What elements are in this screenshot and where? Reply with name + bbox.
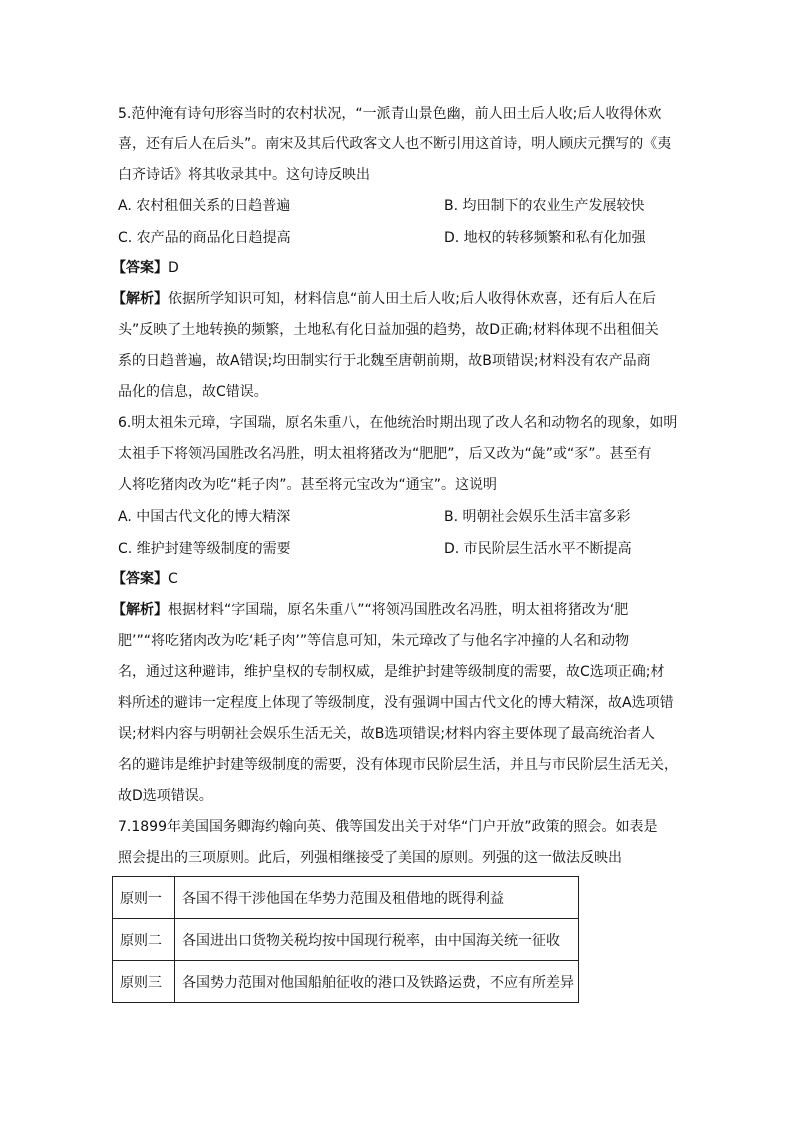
q7-stem-line-1: 7.1899年美国国务卿海约翰向英、俄等国发出关于对华“门户开放”政策的照会。如表是 <box>118 819 658 835</box>
q5-option-b: B. 均田制下的农业生产发展较快 <box>444 198 645 214</box>
table-row <box>113 877 579 919</box>
principle-name: 原则三 <box>113 961 175 1003</box>
q5-analysis-line-2: 头”反映了土地转换的频繁，土地私有化日益加强的趋势，故D正确;材料体现不出租佃关 <box>118 322 659 338</box>
q5-stem-line-2: 喜，还有后人在后头”。南宋及其后代政客文人也不断引用这首诗，明人顾庆元撰写的《夷 <box>118 136 672 152</box>
q5-analysis-line-4: 品化的信息，故C错误。 <box>118 384 268 400</box>
q6-analysis-line-5: 误;材料内容与明朝社会娱乐生活无关，故B选项错误;材料内容主要体现了最高统治者人 <box>118 726 656 742</box>
q6-analysis-line-2: 肥’”“将吃猪肉改为吃‘耗子肉’”等信息可知，朱元璋改了与他名字冲撞的人名和动物 <box>118 633 630 649</box>
q6-analysis-line-3: 名，通过这种避讳，维护皇权的专制权威，是维护封建等级制度的需要，故C选项正确;材 <box>118 664 665 680</box>
q6-analysis-line-6: 名的避讳是维护封建等级制度的需要，没有体现市民阶层生活，并且与市民阶层生活无关， <box>118 757 678 773</box>
q6-analysis-line-1 <box>112 600 628 620</box>
principle-content: 各国势力范围对他国船舶征收的港口及铁路运费，不应有所差异 <box>175 961 579 1003</box>
q6-answer <box>112 569 178 589</box>
q6-option-c: C. 维护封建等级制度的需要 <box>118 541 291 557</box>
q6-answer-label: 【答案】 <box>112 571 168 587</box>
q5-analysis-line-1 <box>112 289 656 309</box>
q5-answer <box>112 258 179 278</box>
q6-stem-line-1: 6.明太祖朱元璋，字国瑞，原名朱重八，在他统治时期出现了改人名和动物名的现象，如明 <box>118 415 678 431</box>
principle-name: 原则一 <box>113 877 175 919</box>
q6-stem-line-2: 太祖手下将领冯国胜改名冯胜，明太祖将猪改为“肥肥”，后又改为“彘”或“豕”。甚至有 <box>118 446 652 462</box>
q5-stem-line-3: 白齐诗话》将其收录其中。这句诗反映出 <box>118 167 370 183</box>
q6-analysis-line-7: 故D选项错误。 <box>118 788 213 804</box>
q6-option-d: D. 市民阶层生活水平不断提高 <box>444 541 632 557</box>
q5-answer-label: 【答案】 <box>112 260 168 276</box>
q6-analysis-label: 【解析】 <box>112 602 168 618</box>
q5-option-a: A. 农村租佃关系的日趋普遍 <box>118 198 291 214</box>
q5-option-c: C. 农产品的商品化日趋提高 <box>118 230 291 246</box>
q5-option-d: D. 地权的转移频繁和私有化加强 <box>444 230 646 246</box>
principle-content: 各国不得干涉他国在华势力范围及租借地的既得利益 <box>175 877 579 919</box>
q6-stem-line-3: 人将吃猪肉改为吃“耗子肉”。甚至将元宝改为“通宝”。这说明 <box>118 477 498 493</box>
q5-stem-line-1: 5.范仲淹有诗句形容当时的农村状况，“一派青山景色幽，前人田土后人收;后人收得休欢 <box>118 106 662 122</box>
principles-table <box>112 876 579 1003</box>
table-row <box>113 961 579 1003</box>
q5-analysis-line-3: 系的日趋普遍，故A错误;均田制实行于北魏至唐朝前期，故B项错误;材料没有农产品商 <box>118 353 651 369</box>
q6-option-b: B. 明朝社会娱乐生活丰富多彩 <box>444 509 631 525</box>
q5-answer-value: D <box>168 260 179 276</box>
q6-analysis-line-4: 料所述的避讳一定程度上体现了等级制度，没有强调中国古代文化的博大精深，故A选项错 <box>118 695 674 711</box>
q7-stem-line-2: 照会提出的三项原则。此后，列强相继接受了美国的原则。列强的这一做法反映出 <box>118 850 622 866</box>
principle-content: 各国进出口货物关税均按中国现行税率，由中国海关统一征收 <box>175 919 579 961</box>
q5-analysis-text-1: 依据所学知识可知，材料信息“前人田土后人收;后人收得休欢喜，还有后人在后 <box>168 291 656 307</box>
table-row <box>113 919 579 961</box>
q6-answer-value: C <box>168 571 178 587</box>
q6-option-a: A. 中国古代文化的博大精深 <box>118 509 291 525</box>
principle-name: 原则二 <box>113 919 175 961</box>
q6-analysis-text-1: 根据材料“字国瑞，原名朱重八”“将领冯国胜改名冯胜，明太祖将猪改为‘肥 <box>168 602 629 618</box>
q5-analysis-label: 【解析】 <box>112 291 168 307</box>
